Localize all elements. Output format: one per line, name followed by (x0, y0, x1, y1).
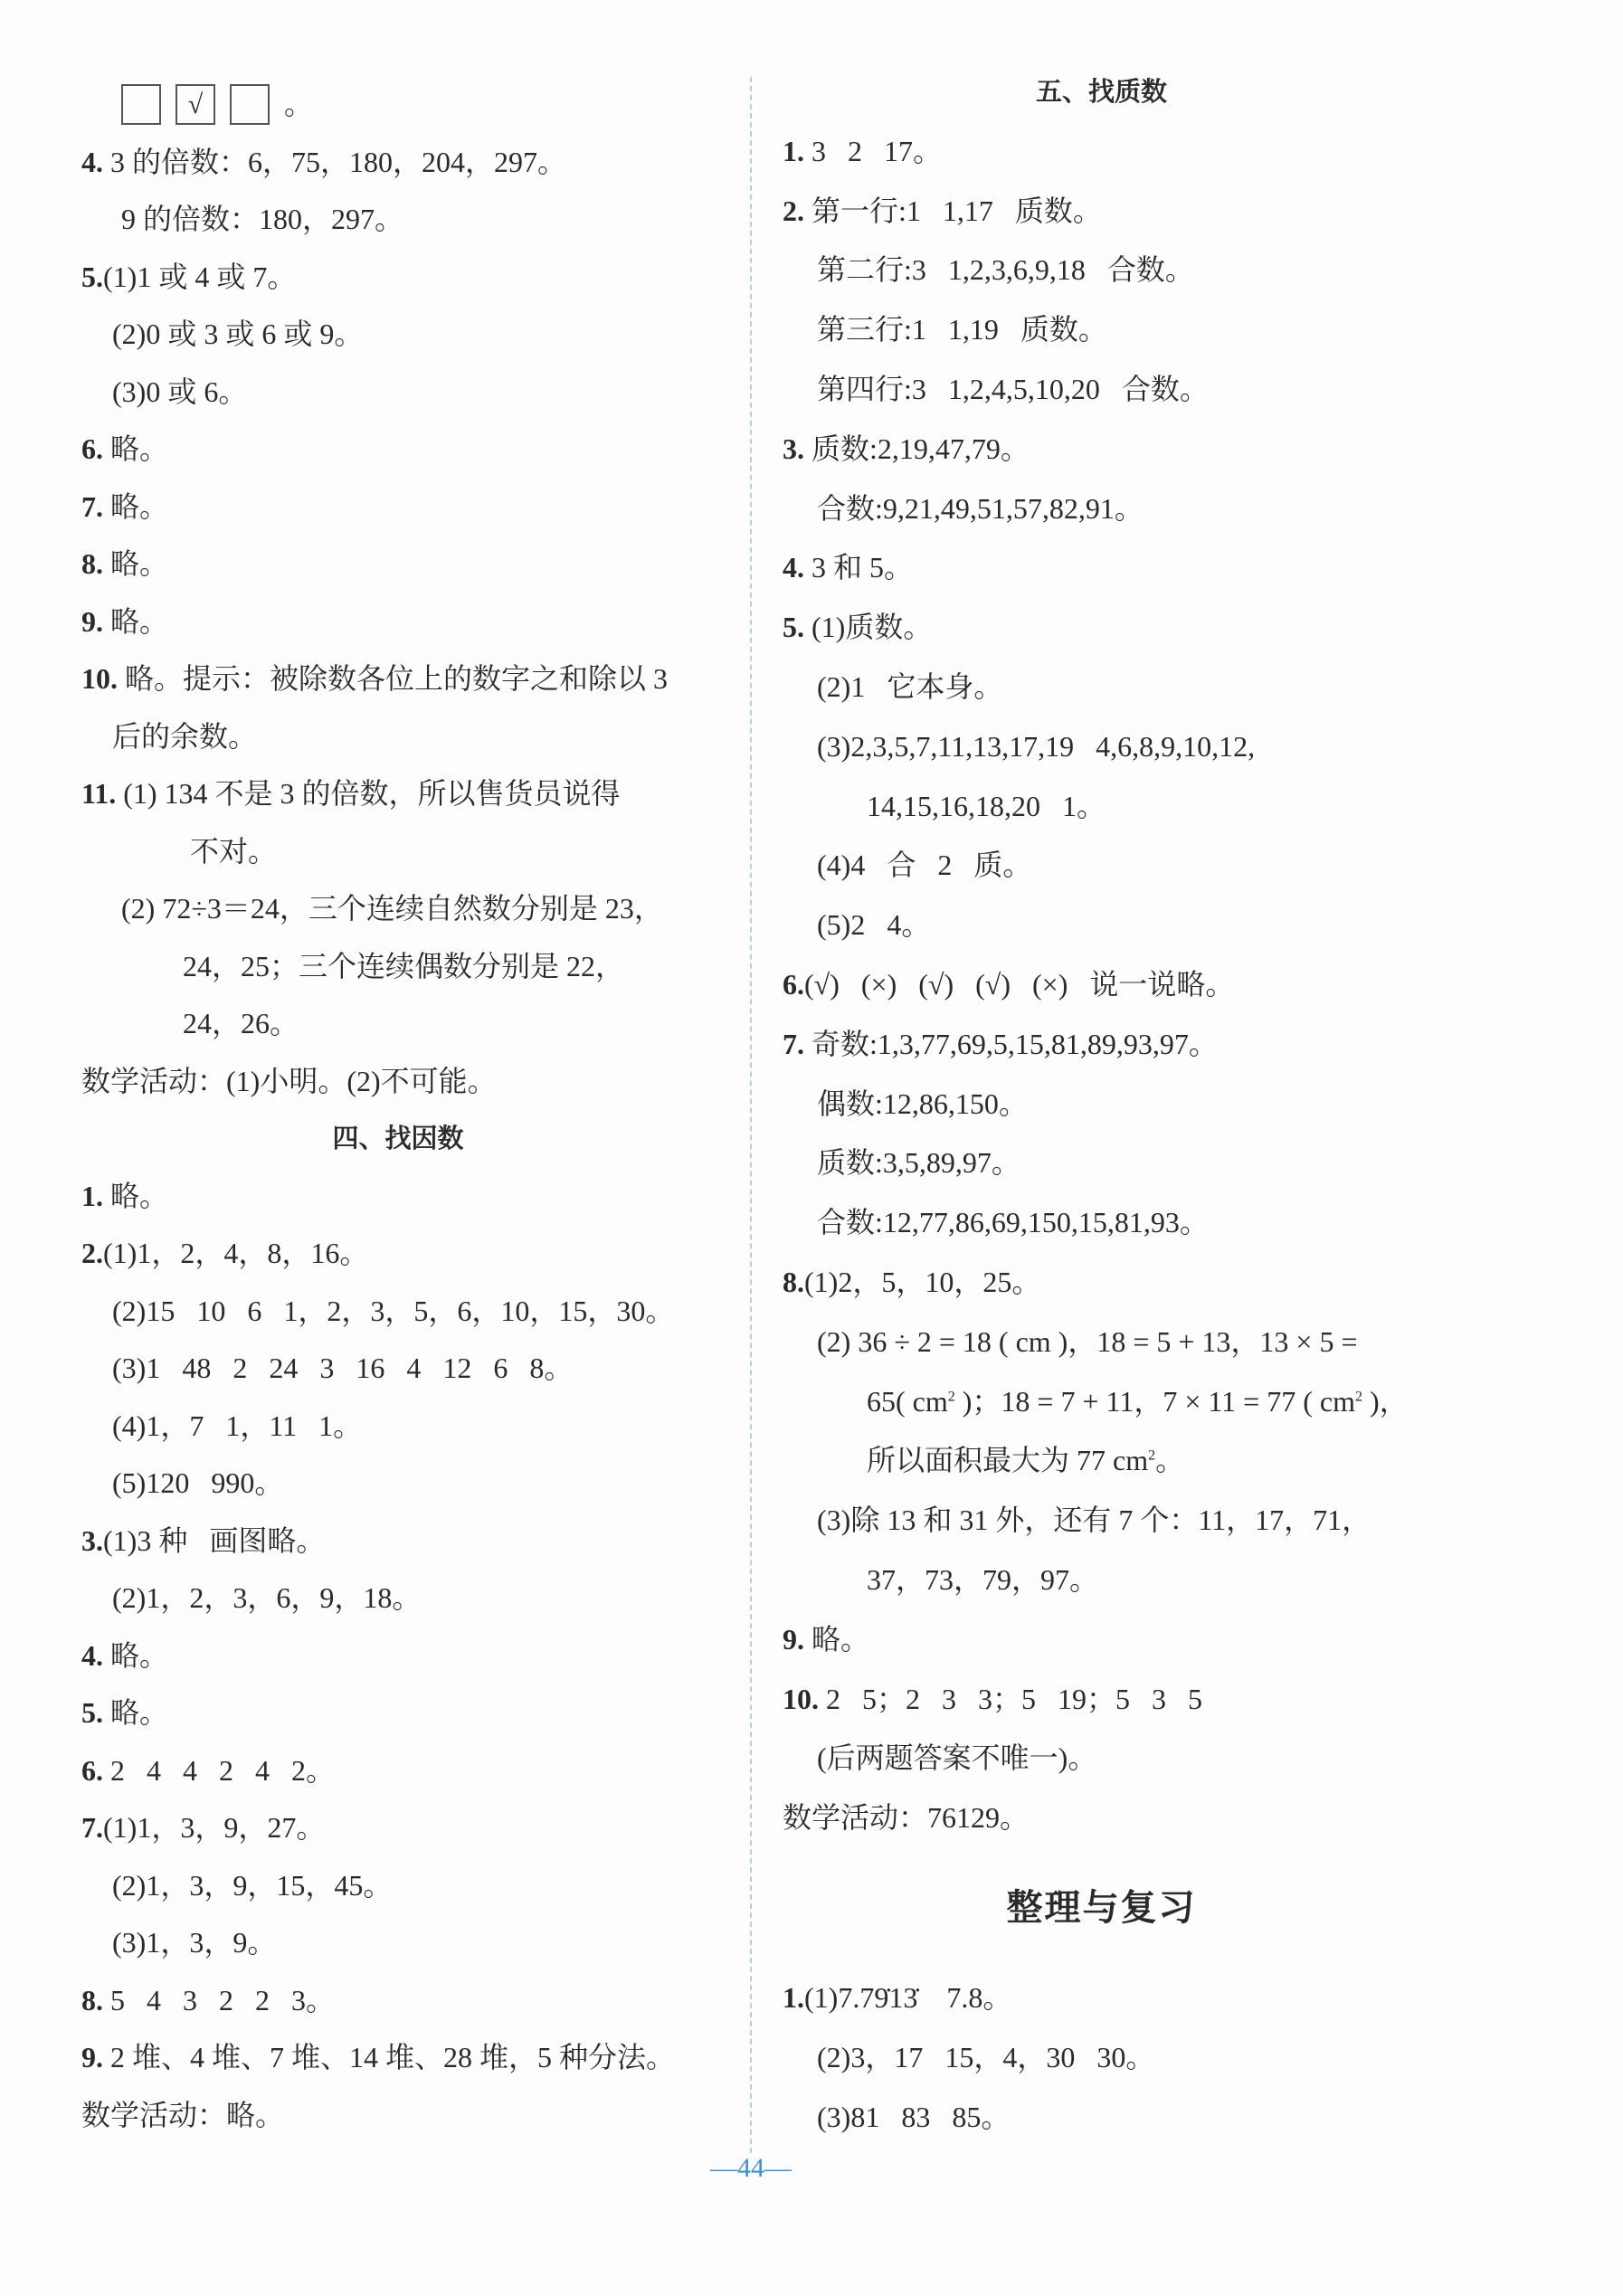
q-number: 10. (783, 1682, 819, 1715)
answer-text: 2 5；2 3 3；5 19；5 3 5 (819, 1682, 1203, 1715)
answer-line (783, 1670, 1420, 1730)
answer-line (783, 420, 1420, 479)
answer-line: 质数:3,5,89,97。 (817, 1146, 1020, 1180)
answer-line (783, 1969, 1420, 2028)
column-divider (750, 77, 752, 2153)
answer-text: 质数:2,19,47,79。 (804, 432, 1030, 465)
answer-text: (1)质数。 (804, 611, 933, 644)
answer-text: 2 4 4 2 4 2。 (103, 1753, 336, 1787)
answer-text: (1)1，3，9，27。 (103, 1811, 326, 1844)
answer-text: 略。 (103, 1179, 169, 1212)
answer-boxes (81, 76, 715, 134)
answer-line: (2)3，17 15，4，30 30。 (817, 2040, 1155, 2073)
answer-line: 14,15,16,18,20 1。 (867, 789, 1106, 822)
answer-box (230, 84, 270, 125)
q-number: 1. (783, 134, 804, 167)
answer-line (81, 1168, 715, 1226)
answer-line: (3)1，3，9。 (112, 1926, 277, 1959)
page-number: —44— (710, 2153, 792, 2183)
answer-line (81, 1684, 715, 1742)
answer-line (783, 122, 1420, 182)
answer-text: (1)2，5，10，25。 (804, 1265, 1041, 1298)
answer-text: )；18 = 7 + 11，7 × 11 = 77 ( cm (954, 1384, 1355, 1418)
answer-text: 略。 (103, 432, 169, 465)
answer-line: 后的余数。 (112, 719, 258, 753)
q-number: 5. (783, 611, 804, 644)
answer-text: 略。 (103, 489, 169, 523)
section-title: 四、找因数 (332, 1123, 464, 1153)
answer-box-checked: √ (176, 84, 215, 125)
q-number: 6. (81, 432, 103, 465)
answer-line: 24，25；三个连续偶数分别是 22， (183, 949, 625, 982)
q-number: 3. (81, 1523, 103, 1557)
q-number: 5. (81, 1696, 103, 1729)
answer-line: (5)120 990。 (112, 1466, 284, 1499)
answer-text: 略。 (103, 1638, 169, 1672)
q-number: 8. (81, 1983, 103, 2016)
q-number: 4. (783, 551, 804, 584)
answer-line (783, 1372, 1420, 1432)
answer-line (81, 765, 715, 823)
answer-line: 合数:9,21,49,51,57,82,91。 (817, 491, 1144, 525)
period: 。 (284, 88, 314, 120)
answer-line: (3)0 或 6。 (112, 375, 248, 408)
q-number: 7. (81, 1811, 103, 1844)
math-activity: 数学活动：(1)小明。(2)不可能。 (81, 1064, 497, 1097)
answer-line: (2)1，3，9，15，45。 (112, 1868, 393, 1902)
answer-line: (3)2,3,5,7,11,13,17,19 4,6,8,9,10,12, (817, 729, 1256, 763)
answer-text: 2 堆、4 堆、7 堆、14 堆、28 堆，5 种分法。 (103, 2041, 676, 2073)
answer-line: (2)0 或 3 或 6 或 9。 (112, 318, 364, 350)
q-number: 4. (81, 1638, 103, 1672)
answer-line (81, 479, 715, 536)
answer-line: (2)1，2，3，6，9，18。 (112, 1581, 422, 1614)
answer-text: 3 2 17。 (804, 134, 943, 167)
answer-line: (3)除 13 和 31 外，还有 7 个：11，17，71， (817, 1504, 1371, 1537)
answer-text: 略。 (103, 604, 169, 638)
answer-line (783, 598, 1420, 658)
answer-line: (后两题答案不唯一)。 (817, 1741, 1097, 1775)
q-number: 2. (783, 194, 804, 227)
answer-line (81, 134, 715, 192)
math-activity: 数学活动：略。 (81, 2098, 285, 2131)
answer-line: 不对。 (190, 834, 278, 868)
q-number: 3. (783, 432, 804, 465)
answer-line: (2)15 10 6 1，2，3，5，6，10，15，30。 (112, 1294, 675, 1327)
answer-text: )， (1362, 1384, 1409, 1418)
left-column (81, 76, 715, 2144)
answer-text: 略。 (804, 1622, 870, 1656)
superscript: 2 (1148, 1447, 1156, 1464)
answer-line: (5)2 4。 (817, 908, 931, 942)
answer-text: (1)3 种 画图略。 (103, 1523, 326, 1557)
answer-text: 3 和 5。 (804, 551, 914, 584)
q-number: 7. (783, 1027, 804, 1060)
answer-line (81, 421, 715, 479)
answer-line (81, 1972, 715, 2030)
q-number: 4. (81, 145, 103, 178)
answer-line (81, 1513, 715, 1570)
answer-text: 略。提示：被除数各位上的数字之和除以 3 (118, 662, 669, 695)
answer-line: 37，73，79，97。 (867, 1562, 1099, 1596)
answer-line: 第三行:1 1,19 质数。 (817, 313, 1107, 346)
answer-line (81, 650, 715, 708)
answer-line (783, 955, 1420, 1015)
q-number: 9. (81, 2041, 103, 2073)
answer-line (81, 536, 715, 593)
answer-text: 3 的倍数：6，75，180，204，297。 (103, 145, 567, 178)
answer-text: (1)1 或 4 或 7。 (103, 260, 297, 293)
superscript: 2 (1354, 1388, 1362, 1404)
answer-text: 65( cm (867, 1384, 948, 1418)
answer-line (81, 1799, 715, 1857)
answer-line (81, 2029, 715, 2087)
answer-line (783, 1015, 1420, 1075)
section-title: 五、找质数 (1035, 76, 1167, 107)
q-number: 1. (81, 1179, 103, 1212)
answer-text: 所以面积最大为 77 cm (867, 1444, 1149, 1477)
answer-line: 9 的倍数：180，297。 (121, 203, 404, 235)
answer-line (81, 1225, 715, 1283)
q-number: 7. (81, 489, 103, 523)
answer-line (81, 1742, 715, 1800)
answer-line: 第二行:3 1,2,3,6,9,18 合数。 (817, 253, 1194, 287)
q-number: 5. (81, 260, 103, 293)
answer-line: (3)81 83 85。 (817, 2100, 1011, 2133)
q-number: 9. (783, 1622, 804, 1656)
q-number: 1. (783, 1980, 804, 2014)
review-title: 整理与复习 (1006, 1886, 1197, 1929)
q-number: 10. (81, 662, 118, 695)
answer-text: (1) 134 不是 3 的倍数，所以售货员说得 (116, 777, 621, 810)
answer-line (783, 1431, 1420, 1491)
answer-line: (4)1，7 1，11 1。 (112, 1409, 363, 1442)
answer-text: 5 4 3 2 2 3。 (103, 1983, 336, 2016)
q-number: 11. (81, 777, 117, 810)
math-activity: 数学活动：76129。 (783, 1801, 1030, 1835)
answer-text: 。 (1155, 1444, 1185, 1477)
answer-line (81, 1627, 715, 1685)
answer-text: 略。 (103, 547, 169, 580)
answer-line: (4)4 合 2 质。 (817, 849, 1032, 882)
q-number: 6. (81, 1753, 103, 1787)
answer-line (81, 249, 715, 307)
answer-text: (√) (×) (√) (√) (×) 说一说略。 (804, 967, 1235, 1001)
answer-line: 偶数:12,86,150。 (817, 1086, 1028, 1120)
q-number: 8. (783, 1265, 804, 1298)
answer-line: (3)1 48 2 24 3 16 4 12 6 8。 (112, 1352, 574, 1384)
answer-line (81, 593, 715, 651)
right-column (783, 62, 1420, 2147)
answer-line (783, 538, 1420, 598)
answer-text: 奇数:1,3,77,69,5,15,81,89,93,97。 (804, 1027, 1218, 1060)
answer-line: 第四行:3 1,2,4,5,10,20 合数。 (817, 372, 1209, 405)
answer-text: 略。 (103, 1696, 169, 1729)
q-number: 8. (81, 547, 103, 580)
answer-line (783, 182, 1420, 242)
answer-line: (2) 36 ÷ 2 = 18 ( cm )，18 = 5 + 13，13 × 5 = (817, 1324, 1358, 1358)
answer-box (121, 84, 161, 125)
answer-line: (2) 72÷3＝24，三个连续自然数分别是 23， (121, 892, 663, 925)
answer-line: 24，26。 (183, 1007, 299, 1039)
superscript: 2 (947, 1388, 955, 1404)
answer-text: 第一行:1 1,17 质数。 (804, 194, 1102, 227)
q-number: 9. (81, 604, 103, 638)
answer-text: (1)1，2，4，8，16。 (103, 1237, 369, 1269)
answer-line (783, 1253, 1420, 1313)
answer-text: (1)7.79̇13̇ 7.8。 (804, 1980, 1012, 2014)
answer-line: 合数:12,77,86,69,150,15,81,93。 (817, 1206, 1209, 1239)
q-number: 2. (81, 1237, 103, 1269)
q-number: 6. (783, 967, 804, 1001)
answer-line (783, 1610, 1420, 1670)
answer-line: (2)1 它本身。 (817, 669, 1003, 703)
